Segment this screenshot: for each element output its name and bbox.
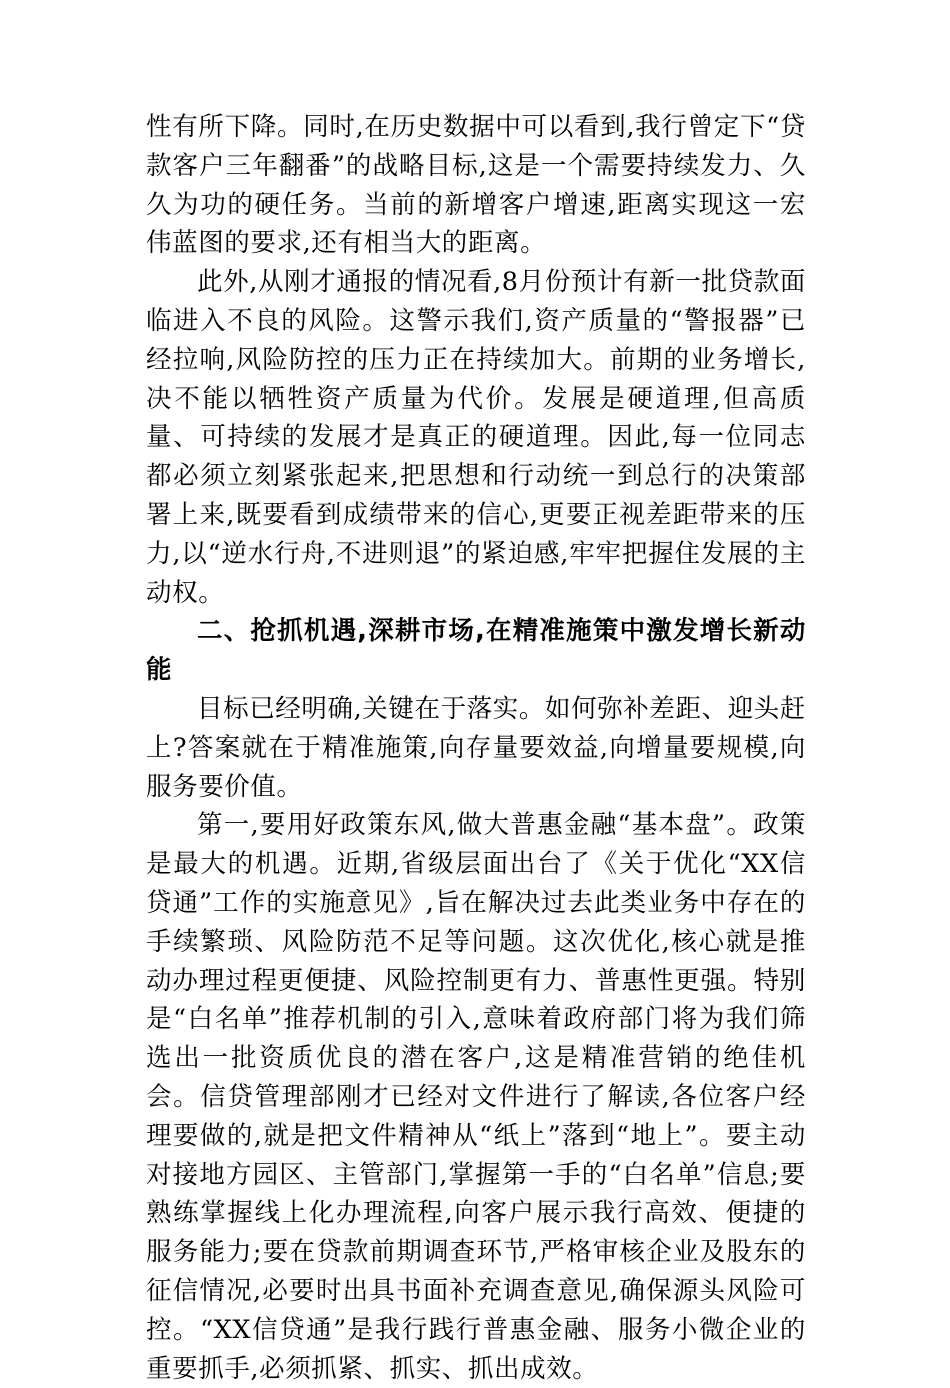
paragraph-policy: 第一,要用好政策东风,做大普惠金融“基本盘”。政策是最大的机遇。近期,省级层面出台了《关于优化“XX信贷通”工作的实施意见》,旨在解决过去此类业务中存在的手续繁琐、风险防范不足等问题。这次优化,核心就是推动办理过程更便捷、风险控制更有力、普惠性更强。特别是“白名单”推荐机制的引入,意味着政府部门将为我们筛选出一批资质优良的潜在客户,这是精准营销的绝佳机会。信贷管理部刚才已经对文件进行了解读,各位客户经理要做的,就是把文件精神从“纸上”落到“地上”。要主动对接地方园区、主管部门,掌握第一手的“白名单”信息;要熟练掌握线上化办理流程,向客户展示我行高效、便捷的服务能力;要在贷款前期调查环节,严格审核企业及股东的征信情况,必要时出具书面补充调查意见,确保源头风险可控。“XX信贷通”是我行践行普惠金融、服务小微企业的重要抓手,必须抓紧、抓实、抓出成效。 bbox=[146, 810, 806, 1384]
paragraph-goal: 目标已经明确,关键在于落实。如何弥补差距、迎头赶上?答案就在于精准施策,向存量要效益,向增量要规模,向服务要价值。 bbox=[146, 693, 807, 802]
paragraph-continued: 性有所下降。同时,在历史数据中可以看到,我行曾定下“贷款客户三年翻番”的战略目标,这是一个需要持续发力、久久为功的硬任务。当前的新增客户增速,距离实现这一宏伟蓝图的要求,还有相当大的距离。 bbox=[146, 112, 806, 259]
section-heading: 二、抢抓机遇,深耕市场,在精准施策中激发增长新动能 bbox=[146, 616, 806, 686]
document-body bbox=[146, 108, 806, 1388]
paragraph-risk: 此外,从刚才通报的情况看,8月份预计有新一批贷款面临进入不良的风险。这警示我们,资产质量的“警报器”已经拉响,风险防控的压力正在持续加大。前期的业务增长,决不能以牺牲资产质量为代价。发展是硬道理,但高质量、可持续的发展才是真正的硬道理。因此,每一位同志都必须立刻紧张起来,把思想和行动统一到总行的决策部署上来,既要看到成绩带来的信心,更要正视差距带来的压力,以“逆水行舟,不进则退”的紧迫感,牢牢把握住发展的主动权。 bbox=[146, 267, 806, 608]
